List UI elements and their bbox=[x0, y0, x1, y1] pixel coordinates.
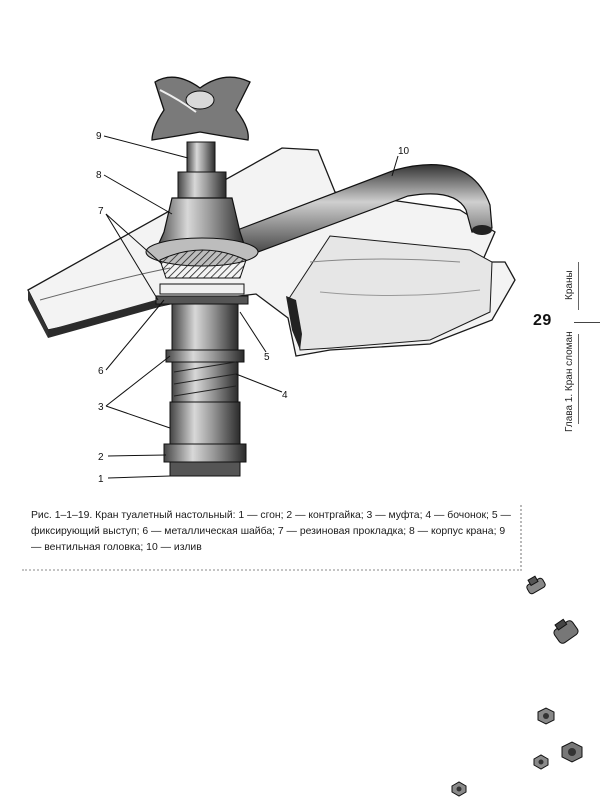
callout-2: 2 bbox=[98, 452, 104, 463]
threaded-shank bbox=[164, 304, 246, 476]
valve-handle bbox=[152, 77, 250, 140]
callout-7: 7 bbox=[98, 206, 104, 217]
callout-8: 8 bbox=[96, 170, 102, 181]
page-number: 29 bbox=[533, 312, 552, 329]
figure-caption: Рис. 1–1–19. Кран туалетный настольный: 1 — сгон; 2 — контргайка; 3 — муфта; 4 — бочонок; 5 — фиксирующий выступ; 6 — металлическая шайба; 7 — резиновая прокладка; 8 — корпус крана; 9 — вентильная головка; 10 — излив bbox=[31, 510, 511, 553]
screw-head-icon bbox=[534, 755, 548, 769]
callout-10: 10 bbox=[398, 146, 410, 157]
running-header-chapter: Глава 1. Кран сломан bbox=[564, 331, 575, 432]
callout-1: 1 bbox=[98, 474, 104, 485]
valve-head bbox=[178, 142, 226, 198]
page-number-rule bbox=[574, 322, 600, 323]
callout-5: 5 bbox=[264, 352, 270, 363]
screw-head-icon bbox=[452, 782, 466, 796]
screw-head-icon bbox=[562, 742, 582, 762]
margin-rule-top bbox=[578, 262, 579, 310]
callout-3: 3 bbox=[98, 402, 104, 413]
decorative-screws bbox=[452, 574, 582, 796]
margin-rule-bottom bbox=[578, 334, 579, 424]
section-cut bbox=[156, 250, 248, 304]
running-header-section: Краны bbox=[564, 270, 575, 300]
callout-9: 9 bbox=[96, 131, 102, 142]
callout-6: 6 bbox=[98, 366, 104, 377]
callout-4: 4 bbox=[282, 390, 288, 401]
screw-head-icon bbox=[524, 574, 547, 595]
screw-head-icon bbox=[550, 616, 579, 645]
screw-head-icon bbox=[538, 708, 554, 724]
